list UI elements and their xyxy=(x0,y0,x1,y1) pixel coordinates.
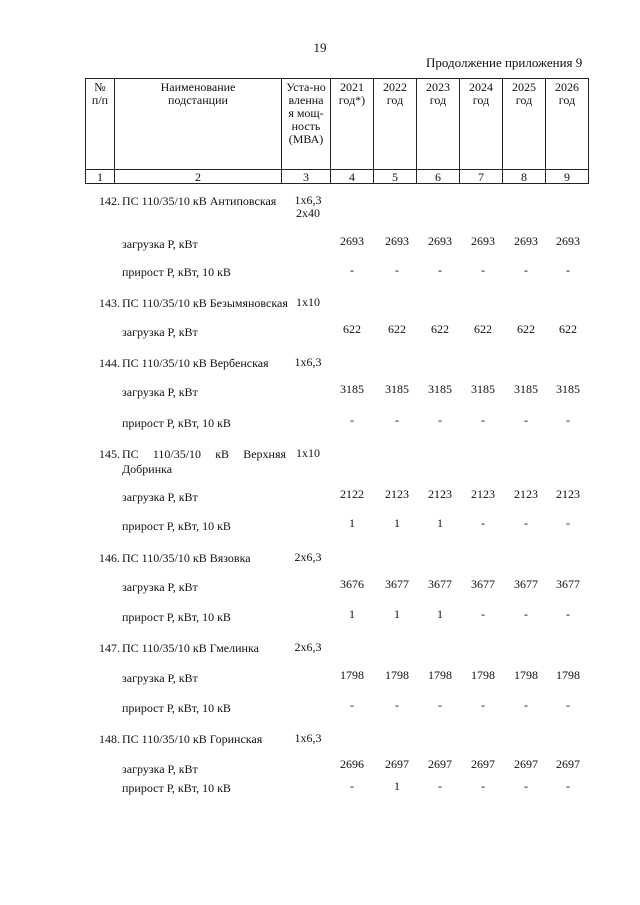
colnum: 3 xyxy=(282,170,331,184)
growth-value: - xyxy=(524,698,528,712)
growth-value: - xyxy=(438,263,442,277)
load-value: 1798 xyxy=(385,668,409,682)
load-value: 3185 xyxy=(340,382,364,396)
header-capacity: Уста-новленная мощ-ность (МВА) xyxy=(282,79,331,170)
growth-label: прирост Р, кВт, 10 кВ xyxy=(122,701,231,715)
header-year-2021: 2021 год*) xyxy=(331,79,374,170)
header-year-2026: 2026 год xyxy=(546,79,589,170)
header-name: Наименование подстанции xyxy=(115,79,282,170)
row-number: 147. xyxy=(99,641,120,655)
load-label: загрузка Р, кВт xyxy=(122,580,198,594)
colnum: 4 xyxy=(331,170,374,184)
growth-value: - xyxy=(566,607,570,621)
growth-value: - xyxy=(438,413,442,427)
row-number: 148. xyxy=(99,732,120,746)
installed-capacity: 1х6,3 xyxy=(294,731,322,745)
growth-label: прирост Р, кВт, 10 кВ xyxy=(122,416,231,430)
load-value: 2693 xyxy=(340,234,364,248)
header-year-2025: 2025 год xyxy=(503,79,546,170)
load-value: 1798 xyxy=(514,668,538,682)
growth-value: 1 xyxy=(394,516,400,530)
growth-label: прирост Р, кВт, 10 кВ xyxy=(122,781,231,795)
substation-name: ПС 110/35/10 кВ Горинская xyxy=(122,732,263,746)
substation-name: ПС 110/35/10 кВ Верхняя xyxy=(122,447,286,461)
load-value: 1798 xyxy=(428,668,452,682)
load-value: 3677 xyxy=(514,577,538,591)
growth-label: прирост Р, кВт, 10 кВ xyxy=(122,265,231,279)
growth-value: - xyxy=(566,263,570,277)
installed-capacity: 1х10 xyxy=(296,446,320,460)
growth-value: - xyxy=(350,698,354,712)
load-value: 2693 xyxy=(471,234,495,248)
header-year-2024: 2024 год xyxy=(460,79,503,170)
load-value: 2693 xyxy=(385,234,409,248)
substation-name-continued: Добринка xyxy=(122,462,173,476)
row-number: 144. xyxy=(99,356,120,370)
growth-value: - xyxy=(524,779,528,793)
growth-value: 1 xyxy=(394,607,400,621)
growth-value: - xyxy=(438,698,442,712)
growth-value: - xyxy=(350,263,354,277)
colnum: 5 xyxy=(374,170,417,184)
growth-value: - xyxy=(566,698,570,712)
load-label: загрузка Р, кВт xyxy=(122,237,198,251)
row-number: 145. xyxy=(99,447,120,461)
load-label: загрузка Р, кВт xyxy=(122,671,198,685)
substation-name: ПС 110/35/10 кВ Антиповская xyxy=(122,194,277,208)
load-label: загрузка Р, кВт xyxy=(122,325,198,339)
load-value: 3677 xyxy=(471,577,495,591)
substation-name: ПС 110/35/10 кВ Гмелинка xyxy=(122,641,259,655)
load-value: 2697 xyxy=(471,757,495,771)
load-value: 2693 xyxy=(428,234,452,248)
page-number: 19 xyxy=(313,40,327,55)
load-value: 622 xyxy=(431,322,449,336)
installed-capacity: 2х6,3 xyxy=(294,640,322,654)
colnum: 8 xyxy=(503,170,546,184)
growth-value: - xyxy=(481,779,485,793)
growth-value: - xyxy=(350,413,354,427)
growth-value: 1 xyxy=(349,607,355,621)
installed-capacity: 1х6,3 2х40 xyxy=(294,193,322,220)
load-value: 2123 xyxy=(385,487,409,501)
load-value: 2696 xyxy=(340,757,364,771)
installed-capacity: 1х6,3 xyxy=(294,355,322,369)
load-value: 1798 xyxy=(556,668,580,682)
load-value: 2123 xyxy=(428,487,452,501)
growth-value: - xyxy=(481,698,485,712)
installed-capacity: 1х10 xyxy=(296,295,320,309)
substation-name: ПС 110/35/10 кВ Вязовка xyxy=(122,551,251,565)
load-value: 3185 xyxy=(556,382,580,396)
growth-value: - xyxy=(481,607,485,621)
growth-value: 1 xyxy=(349,516,355,530)
growth-value: - xyxy=(524,607,528,621)
growth-value: - xyxy=(566,413,570,427)
growth-value: - xyxy=(566,779,570,793)
load-value: 3185 xyxy=(514,382,538,396)
growth-value: 1 xyxy=(437,607,443,621)
growth-value: 1 xyxy=(437,516,443,530)
load-value: 1798 xyxy=(340,668,364,682)
load-value: 622 xyxy=(517,322,535,336)
growth-label: прирост Р, кВт, 10 кВ xyxy=(122,610,231,624)
load-value: 3185 xyxy=(471,382,495,396)
growth-value: - xyxy=(524,516,528,530)
load-label: загрузка Р, кВт xyxy=(122,490,198,504)
load-value: 2693 xyxy=(514,234,538,248)
load-value: 3185 xyxy=(428,382,452,396)
growth-value: 1 xyxy=(394,779,400,793)
installed-capacity: 2х6,3 xyxy=(294,550,322,564)
colnum: 1 xyxy=(86,170,115,184)
growth-value: - xyxy=(395,413,399,427)
load-label: загрузка Р, кВт xyxy=(122,385,198,399)
growth-value: - xyxy=(524,413,528,427)
header-no: № п/п xyxy=(86,79,115,170)
load-value: 2697 xyxy=(385,757,409,771)
load-value: 2123 xyxy=(556,487,580,501)
row-number: 142. xyxy=(99,194,120,208)
load-value: 3676 xyxy=(340,577,364,591)
load-value: 2697 xyxy=(556,757,580,771)
load-value: 3185 xyxy=(385,382,409,396)
colnum: 6 xyxy=(417,170,460,184)
load-value: 2122 xyxy=(340,487,364,501)
growth-value: - xyxy=(438,779,442,793)
load-value: 2123 xyxy=(471,487,495,501)
load-value: 622 xyxy=(559,322,577,336)
growth-value: - xyxy=(566,516,570,530)
colnum: 2 xyxy=(115,170,282,184)
load-value: 622 xyxy=(343,322,361,336)
growth-value: - xyxy=(350,779,354,793)
growth-value: - xyxy=(395,698,399,712)
continuation-label: Продолжение приложения 9 xyxy=(426,55,583,70)
colnum: 9 xyxy=(546,170,589,184)
load-label: загрузка Р, кВт xyxy=(122,762,198,776)
growth-value: - xyxy=(395,263,399,277)
load-value: 622 xyxy=(474,322,492,336)
load-value: 2697 xyxy=(514,757,538,771)
growth-value: - xyxy=(481,413,485,427)
substation-name: ПС 110/35/10 кВ Безымяновская xyxy=(122,296,288,310)
load-value: 2123 xyxy=(514,487,538,501)
row-number: 143. xyxy=(99,296,120,310)
load-value: 2697 xyxy=(428,757,452,771)
header-year-2023: 2023 год xyxy=(417,79,460,170)
load-value: 3677 xyxy=(385,577,409,591)
load-value: 622 xyxy=(388,322,406,336)
load-value: 3677 xyxy=(556,577,580,591)
header-year-2022: 2022 год xyxy=(374,79,417,170)
load-value: 1798 xyxy=(471,668,495,682)
growth-value: - xyxy=(524,263,528,277)
load-value: 2693 xyxy=(556,234,580,248)
colnum: 7 xyxy=(460,170,503,184)
row-number: 146. xyxy=(99,551,120,565)
substation-name: ПС 110/35/10 кВ Вербенская xyxy=(122,356,269,370)
growth-value: - xyxy=(481,263,485,277)
growth-value: - xyxy=(481,516,485,530)
table-header xyxy=(85,78,589,184)
load-value: 3677 xyxy=(428,577,452,591)
growth-label: прирост Р, кВт, 10 кВ xyxy=(122,519,231,533)
